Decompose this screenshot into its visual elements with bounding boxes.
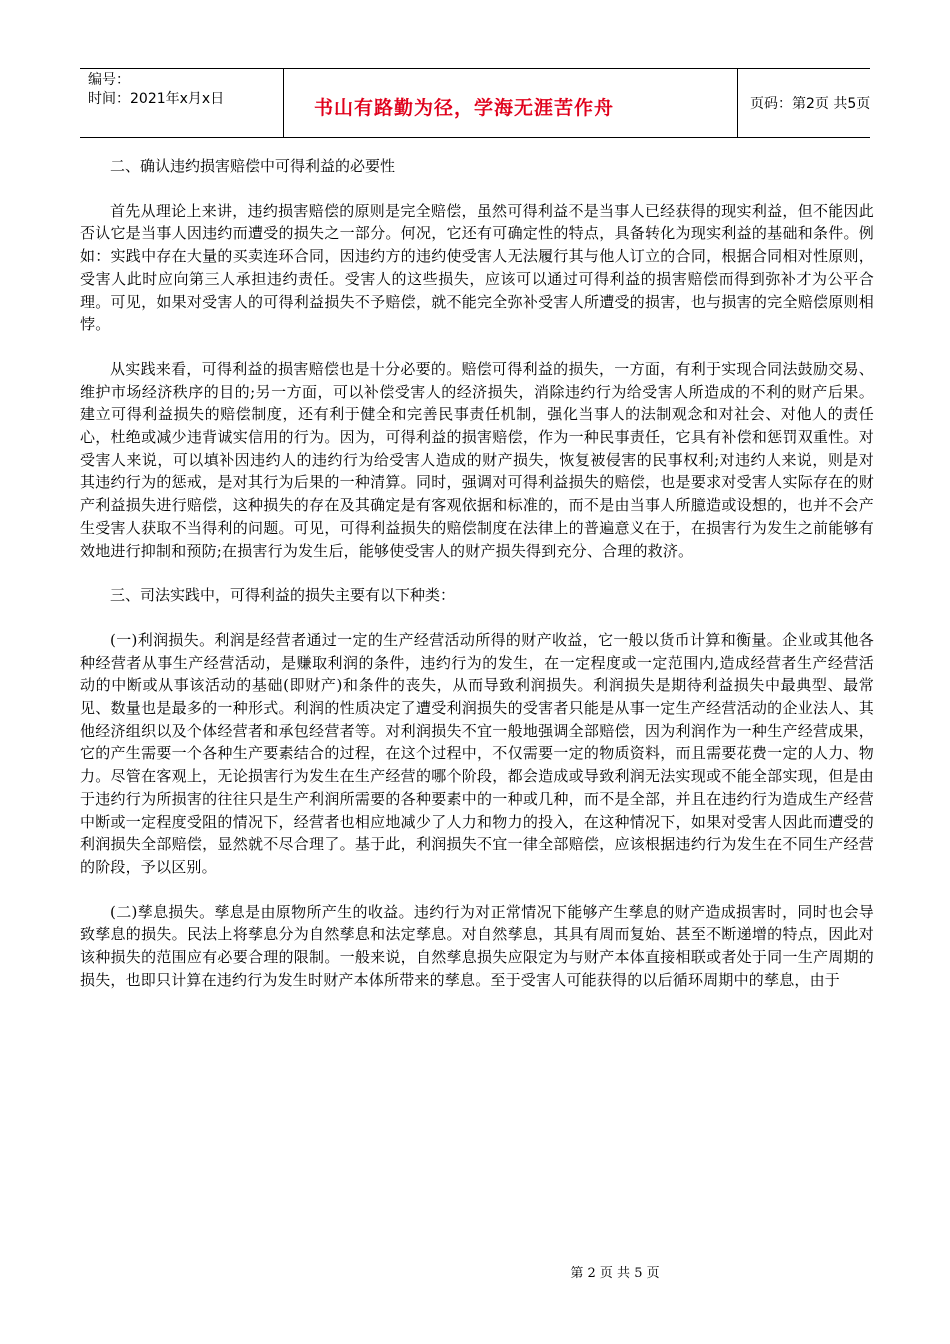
header-info-cell	[80, 69, 284, 137]
paragraph-profit-loss: (一)利润损失。利润是经营者通过一定的生产经营活动所得的财产收益，它一般以货币计算和衡量。企业或其他各种经营者从事生产经营活动，是赚取利润的条件，违约行为的发生，在一定程度或一定范围内,造成经营者生产经营活动的中断或从事该活动的基础(即财产)和条件的丧失，从而导致利润损失。利润损失是期待利益损失中最典型、最常见、数量也是最多的一种形式。利润的性质决定了遭受利润损失的受害者只能是从事一定生产经营活动的企业法人、其他经济组织以及个体经营者和承包经营者等。对利润损失不宜一般地强调全部赔偿，因为利润作为一种生产经营成果，它的产生需要一个各种生产要素结合的过程，在这个过程中，不仅需要一定的物质资料，而且需要花费一定的人力、物力。尽管在客观上，无论损害行为发生在生产经营的哪个阶段，都会造成或导致利润无法实现或不能全部实现，但是由于违约行为所损害的往往只是生产利润所需要的各种要素中的一种或几种，而不是全部，并且在违约行为造成生产经营中断或一定程度受阻的情况下，经营者也相应地减少了人力和物力的投入，在这种情况下，如果对受害人因此而遭受的利润损失全部赔偿，显然就不尽合理了。基于此，利润损失不宜一律全部赔偿，应该根据违约行为发生在不同生产经营的阶段，予以区别。	[80, 630, 874, 876]
section-heading-3: 三、司法实践中，可得利益的损失主要有以下种类：	[110, 586, 456, 605]
page-indicator: 页码：第2页 共5页	[750, 96, 871, 112]
document-number-label: 编号：	[88, 72, 130, 88]
section-heading-2: 二、确认违约损害赔偿中可得利益的必要性	[110, 157, 396, 175]
motto-text: 书山有路勤为径，学海无涯苦作舟	[314, 97, 615, 119]
paragraph-fruit-loss: (二)孳息损失。孳息是由原物所产生的收益。违约行为对正常情况下能够产生孳息的财产造成损害时，同时也会导致孳息的损失。民法上将孳息分为自然孳息和法定孳息。对自然孳息，其具有周而复始、甚至不断递增的特点，因此对该种损失的范围应有必要合理的限制。一般来说，自然孳息损失应限定为与财产本体直接相联或者处于同一生产周期的损失，也即只计算在违约行为发生时财产本体所带来的孳息。至于受害人可能获得的以后循环周期中的孳息，由于	[80, 902, 874, 989]
paragraph-theory: 首先从理论上来讲，违约损害赔偿的原则是完全赔偿，虽然可得利益不是当事人已经获得的现实利益，但不能因此否认它是当事人因违约而遭受的损失之一部分。何况，它还有可确定性的特点，具备转化为现实利益的基础和条件。例如：实践中存在大量的买卖连环合同，因违约方的违约使受害人无法履行其与他人订立的合同，根据合同相对性原则，受害人此时应向第三人承担违约责任。受害人的这些损失，应该可以通过可得利益的损害赔偿而得到弥补才为公平合理。可见，如果对受害人的可得利益损失不予赔偿，就不能完全弥补受害人所遭受的损害，也与损害的完全赔偿原则相悖。	[80, 201, 874, 334]
paragraph-practice: 从实践来看，可得利益的损害赔偿也是十分必要的。赔偿可得利益的损失，一方面，有利于实现合同法鼓励交易、维护市场经济秩序的目的;另一方面，可以补偿受害人的经济损失，消除违约行为给受害人所造成的不利的财产后果。建立可得利益损失的赔偿制度，还有利于健全和完善民事责任机制，强化当事人的法制观念和对社会、对他人的责任心，杜绝或减少违背诚实信用的行为。因为，可得利益的损害赔偿，作为一种民事责任，它具有补偿和惩罚双重性。对受害人来说，可以填补因违约人的违约行为给受害人造成的财产损失，恢复被侵害的民事权利;对违约人来说，则是对其违约行为的惩戒，是对其行为后果的一种清算。同时，强调对可得利益损失的赔偿，也是要求对受害人实际存在的财产利益损失进行赔偿，这种损失的存在及其确定是有客观依据和标准的，而不是由当事人所臆造或设想的，也并不会产生受害人获取不当得利的问题。可见，可得利益损失的赔偿制度在法律上的普遍意义在于，在损害行为发生之前能够有效地进行抑制和预防;在损害行为发生后，能够使受害人的财产损失得到充分、合理的救济。	[80, 359, 874, 560]
page-header	[80, 68, 870, 138]
header-page-cell	[738, 69, 870, 137]
document-time-label: 时间：2021年x月x日	[88, 91, 225, 107]
document-body	[80, 155, 874, 1014]
header-motto-cell	[284, 69, 738, 137]
page-footer: 第 2 页 共 5 页	[570, 1266, 660, 1281]
